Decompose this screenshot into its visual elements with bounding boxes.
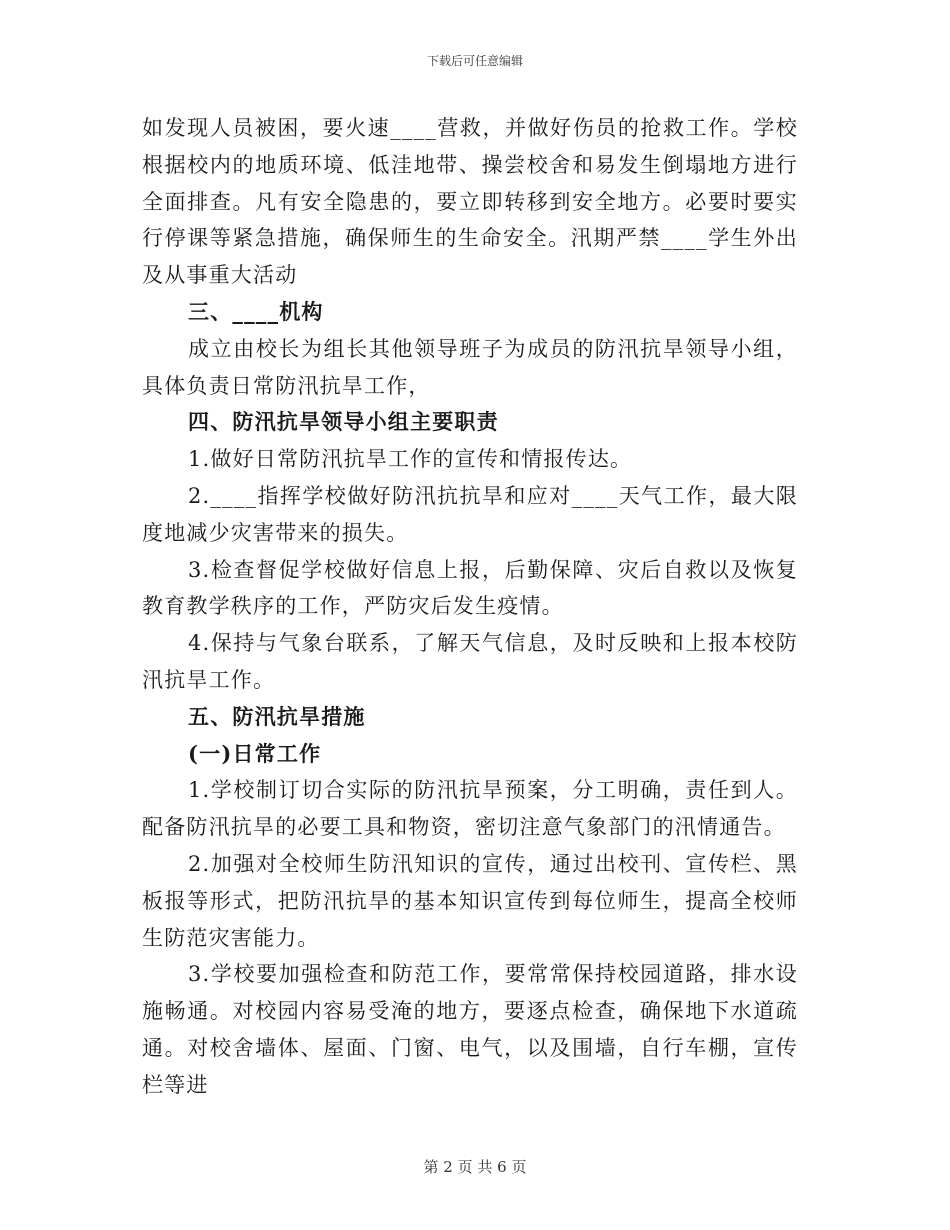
duty-item-4: 4.保持与气象台联系，了解天气信息，及时反映和上报本校防汛抗旱工作。 <box>142 631 798 692</box>
measure-item-2: 2.加强对全校师生防汛知识的宣传，通过出校刊、宣传栏、黑板报等形式，把防汛抗旱的基本知识宣传到每位师生，提高全校师生防范灾害能力。 <box>142 851 798 950</box>
page-header: 下载后可任意编辑 <box>426 54 523 68</box>
page-footer: 第 2 页 共 6 页 <box>423 1158 527 1176</box>
duty-item-2: 2.____指挥学校做好防汛抗抗旱和应对____天气工作，最大限度地减少灾害带来的损失。 <box>142 483 798 545</box>
paragraph-organization: 成立由校长为组长其他领导班子为成员的防汛抗旱领导小组，具体负责日常防汛抗旱工作， <box>142 336 798 398</box>
section-heading-5: 五、防汛抗旱措施 <box>188 703 366 729</box>
document-body <box>142 110 798 1104</box>
measure-item-1: 1.学校制订切合实际的防汛抗旱预案，分工明确，责任到人。配备防汛抗旱的必要工具和物资，密切注意气象部门的汛情通告。 <box>142 778 798 840</box>
section-heading-4: 四、防汛抗旱领导小组主要职责 <box>188 409 499 435</box>
subsection-heading-daily-work: (一)日常工作 <box>188 740 322 766</box>
section-heading-3: 三、____机构 <box>188 298 324 324</box>
duty-item-3: 3.检查督促学校做好信息上报，后勤保障、灾后自救以及恢复教育教学秩序的工作，严防灾后发生疫情。 <box>142 557 798 619</box>
measure-item-3: 3.学校要加强检查和防范工作，要常常保持校园道路，排水设施畅通。对校园内容易受淹的地方，要逐点检查，确保地下水道疏通。对校舍墙体、屋面、门窗、电气，以及围墙，自行车棚，宣传栏等进 <box>142 962 798 1097</box>
duty-item-1: 1.做好日常防汛抗旱工作的宣传和情报传达。 <box>188 447 633 472</box>
paragraph-rescue: 如发现人员被困，要火速____营救，并做好伤员的抢救工作。学校根据校内的地质环境、低洼地带、操尝校舍和易发生倒塌地方进行全面排查。凡有安全隐患的，要立即转移到安全地方。必要时要实行停课等紧急措施，确保师生的生命安全。汛期严禁____学生外出及从事重大活动 <box>142 116 798 288</box>
